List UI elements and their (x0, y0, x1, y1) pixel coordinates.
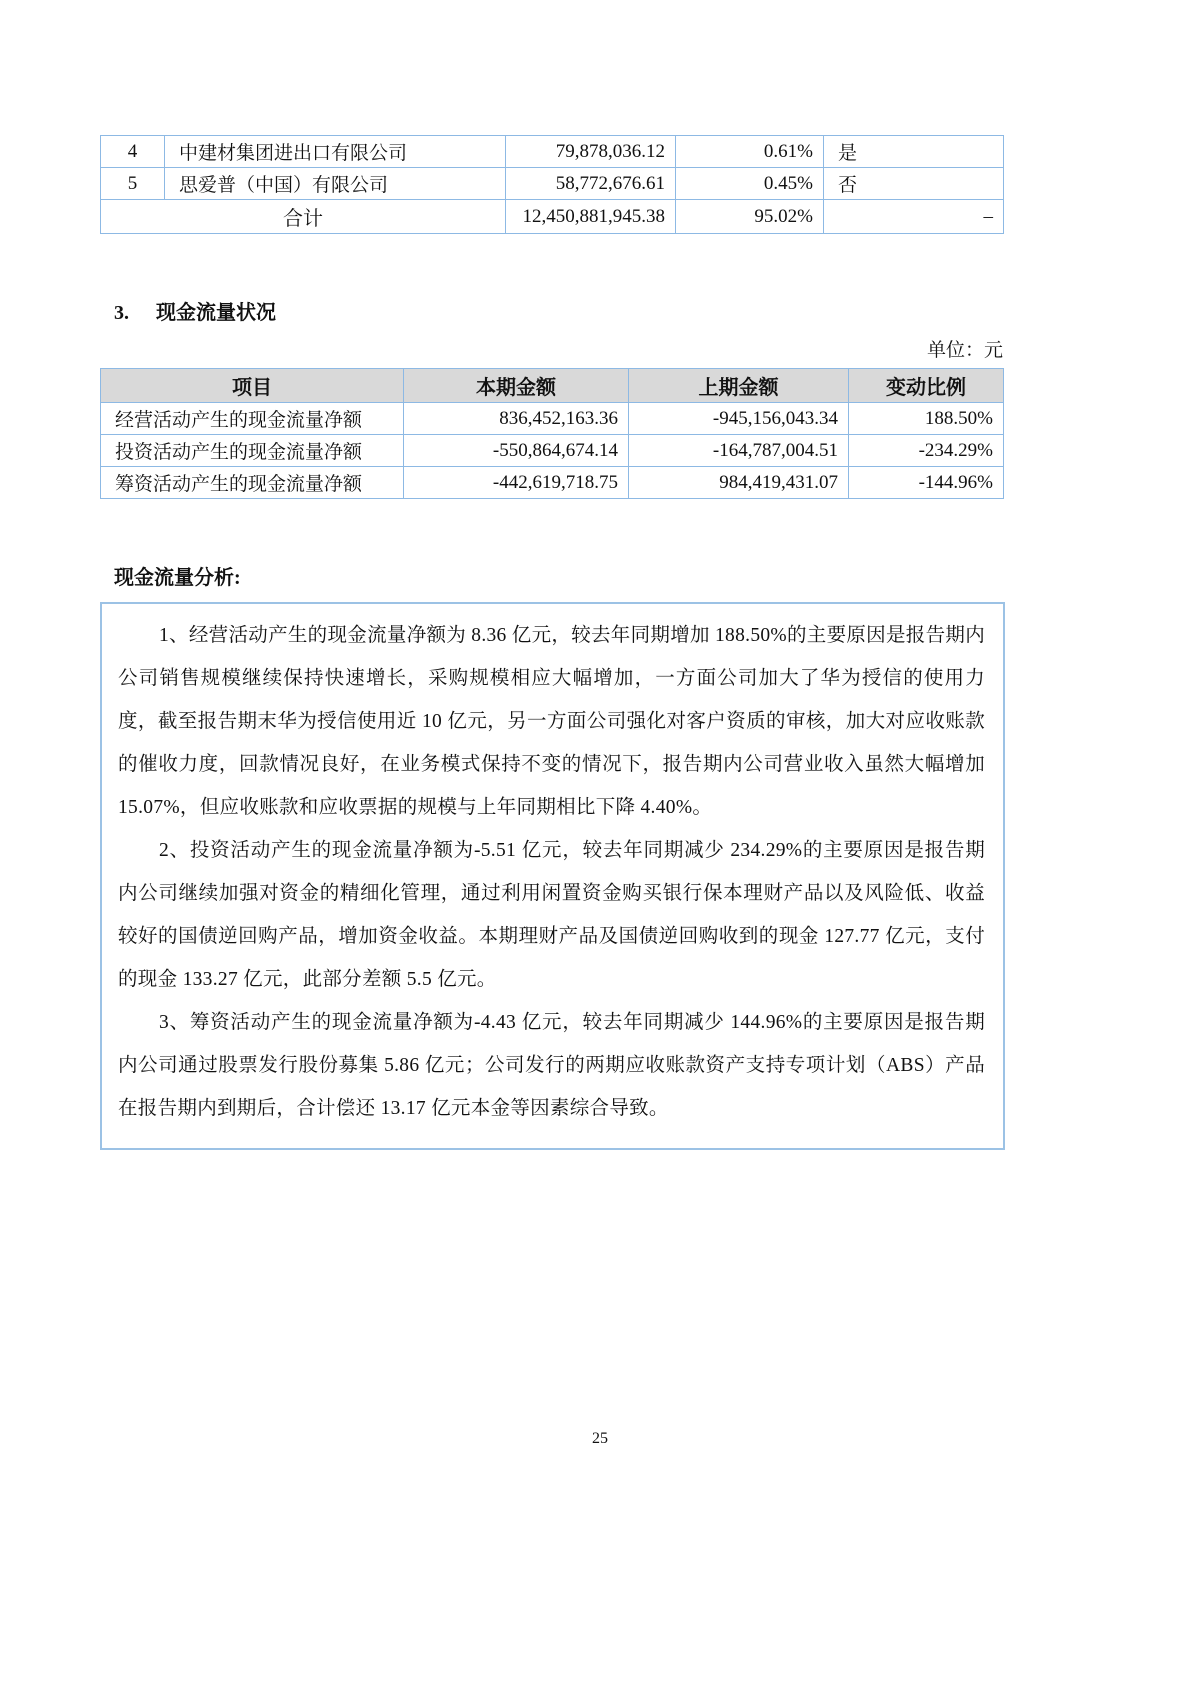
total-ratio-cell: 95.02% (676, 200, 824, 234)
analysis-box (100, 602, 1005, 1150)
related-cell: 否 (824, 168, 1004, 200)
total-amount-cell: 12,450,881,945.38 (506, 200, 676, 234)
ratio-cell: 0.45% (676, 168, 824, 200)
amount-cell: 79,878,036.12 (506, 136, 676, 168)
page-number: 25 (592, 1430, 608, 1447)
company-name-cell: 思爱普（中国）有限公司 (165, 168, 506, 200)
table-row (101, 168, 1004, 200)
section-number: 3. (114, 302, 129, 324)
header-current-amount: 本期金额 (404, 369, 629, 403)
cashflow-table (100, 368, 1004, 499)
item-cell: 经营活动产生的现金流量净额 (101, 403, 404, 435)
analysis-paragraph-3: 3、筹资活动产生的现金流量净额为-4.43 亿元，较去年同期减少 144.96%的主要原因是报告期内公司通过股票发行股份募集 5.86 亿元；公司发行的两期应收账款资产支持专项计划（ABS）产品在报告期内到期后，合计偿还 13.17 亿元本金等因素综合导致。 (118, 1012, 985, 1119)
current-amount-cell: -442,619,718.75 (404, 467, 629, 499)
related-cell: 是 (824, 136, 1004, 168)
analysis-paragraph-2: 2、投资活动产生的现金流量净额为-5.51 亿元，较去年同期减少 234.29%的主要原因是报告期内公司继续加强对资金的精细化管理，通过利用闲置资金购买银行保本理财产品以及风险低、收益较好的国债逆回购产品，增加资金收益。本期理财产品及国债逆回购收到的现金 127.77 亿元，支付的现金 133.27 亿元，此部分差额 5.5 亿元。 (118, 840, 985, 990)
total-label-cell: 合计 (101, 200, 506, 234)
header-item: 项目 (101, 369, 404, 403)
table-row (101, 136, 1004, 168)
cashflow-header-row (101, 369, 1004, 403)
analysis-heading: 现金流量分析: (114, 567, 241, 589)
prior-amount-cell: -945,156,043.34 (629, 403, 849, 435)
header-prior-amount: 上期金额 (629, 369, 849, 403)
ratio-cell: 0.61% (676, 136, 824, 168)
unit-label: 单位：元 (926, 340, 1003, 361)
header-change-ratio: 变动比例 (849, 369, 1004, 403)
cashflow-row (101, 403, 1004, 435)
current-amount-cell: 836,452,163.36 (404, 403, 629, 435)
analysis-paragraph-1: 1、经营活动产生的现金流量净额为 8.36 亿元，较去年同期增加 188.50%的主要原因是报告期内公司销售规模继续保持快速增长，采购规模相应大幅增加，一方面公司加大了华为授信的使用力度，截至报告期末华为授信使用近 10 亿元，另一方面公司强化对客户资质的审核，加大对应收账款的催收力度，回款情况良好，在业务模式保持不变的情况下，报告期内公司营业收入虽然大幅增加 15.07%，但应收账款和应收票据的规模与上年同期相比下降 4.40%。 (118, 625, 985, 818)
total-related-cell: – (824, 200, 1004, 234)
rank-cell: 4 (101, 136, 165, 168)
top-customers-table (100, 135, 1004, 234)
current-amount-cell: -550,864,674.14 (404, 435, 629, 467)
change-ratio-cell: -144.96% (849, 467, 1004, 499)
prior-amount-cell: 984,419,431.07 (629, 467, 849, 499)
amount-cell: 58,772,676.61 (506, 168, 676, 200)
section-heading (100, 296, 1005, 325)
table-total-row (101, 200, 1004, 234)
cashflow-row (101, 435, 1004, 467)
prior-amount-cell: -164,787,004.51 (629, 435, 849, 467)
item-cell: 投资活动产生的现金流量净额 (101, 435, 404, 467)
company-name-cell: 中建材集团进出口有限公司 (165, 136, 506, 168)
rank-cell: 5 (101, 168, 165, 200)
cashflow-row (101, 467, 1004, 499)
item-cell: 筹资活动产生的现金流量净额 (101, 467, 404, 499)
change-ratio-cell: 188.50% (849, 403, 1004, 435)
page-content (100, 135, 1005, 1150)
change-ratio-cell: -234.29% (849, 435, 1004, 467)
section-title: 现金流量状况 (156, 302, 276, 324)
